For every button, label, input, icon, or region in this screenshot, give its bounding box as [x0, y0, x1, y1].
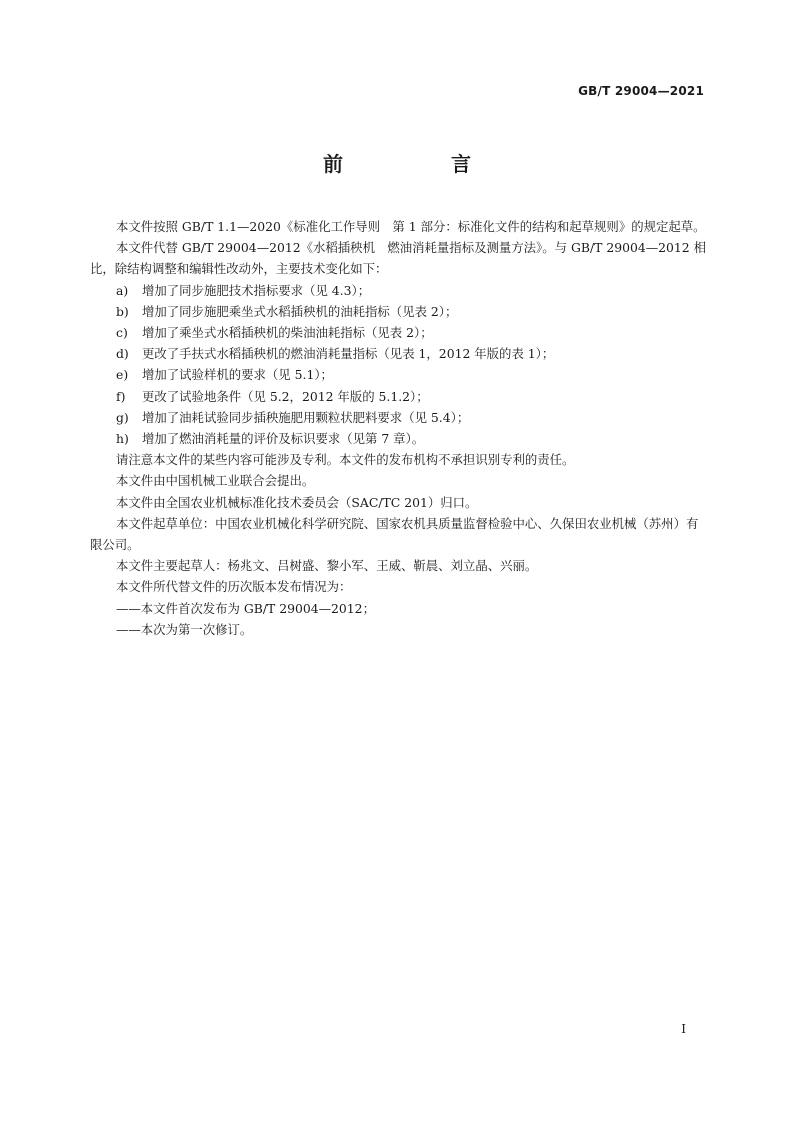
paragraph-drafting-rules: 本文件按照 GB/T 1.1—2020《标准化工作导则 第 1 部分：标准化文件的结构和起草规则》的规定起草。 [116, 219, 706, 234]
paragraph-replaces: 本文件代替 GB/T 29004—2012《水稻插秧机 燃油消耗量指标及测量方法》。与 GB/T 29004—2012 相比，除结构调整和编辑性改动外，主要技术变化如下： [90, 240, 706, 277]
page-title: 前 言 [323, 152, 515, 176]
list-item [90, 364, 706, 385]
list-marker: b) [116, 303, 129, 319]
list-item [90, 322, 706, 343]
list-item-text: 增加了同步施肥技术指标要求（见 4.3）； [142, 282, 371, 298]
paragraph-drafters: 本文件主要起草人：杨兆文、吕树盛、黎小军、王威、靳晨、刘立晶、兴丽。 [116, 558, 538, 574]
list-item-text: 更改了手扶式水稻插秧机的燃油消耗量指标（见表 1，2012 年版的表 1）； [142, 346, 555, 362]
list-item [90, 301, 706, 322]
list-item-text: 增加了试验样机的要求（见 5.1）； [142, 367, 333, 383]
list-item-text: 增加了燃油消耗量的评价及标识要求（见第 7 章）。 [142, 431, 425, 447]
list-item-text: 增加了油耗试验同步插秧施肥用颗粒状肥料要求（见 5.4）； [142, 409, 470, 425]
document-body [90, 216, 706, 640]
paragraph-patent-notice: 请注意本文件的某些内容可能涉及专利。本文件的发布机构不承担识别专利的责任。 [116, 452, 575, 468]
list-marker: h) [116, 431, 129, 447]
list-marker: g) [116, 409, 129, 425]
page-number: I [681, 1022, 686, 1036]
list-marker: e) [116, 367, 129, 383]
list-item [90, 280, 706, 301]
list-item [90, 428, 706, 449]
standard-code: GB/T 29004—2021 [578, 84, 704, 98]
paragraph-history-first: ——本文件首次发布为 GB/T 29004—2012； [116, 600, 375, 616]
paragraph-drafting-units: 本文件起草单位：中国农业机械化科学研究院、国家农机具质量监督检验中心、久保田农业机械（苏州）有限公司。 [90, 515, 699, 553]
list-marker: d) [116, 346, 129, 362]
list-item [90, 343, 706, 364]
list-item-text: 增加了同步施肥乘坐式水稻插秧机的油耗指标（见表 2）； [142, 303, 458, 319]
list-item-text: 增加了乘坐式水稻插秧机的柴油油耗指标（见表 2）； [142, 325, 433, 341]
paragraph-proposer: 本文件由中国机械工业联合会提出。 [116, 473, 315, 489]
changes-list [90, 280, 706, 450]
list-item [90, 386, 706, 407]
paragraph-responsible-committee: 本文件由全国农业机械标准化技术委员会（SAC/TC 201）归口。 [116, 494, 478, 510]
paragraph-history-intro: 本文件所代替文件的历次版本发布情况为： [116, 579, 352, 595]
paragraph-history-revision: ——本次为第一次修订。 [116, 621, 253, 637]
list-marker: f) [116, 388, 126, 404]
list-marker: a) [116, 282, 129, 298]
list-item-text: 更改了试验地条件（见 5.2，2012 年版的 5.1.2）； [142, 388, 429, 404]
list-marker: c) [116, 325, 128, 341]
list-item [90, 407, 706, 428]
